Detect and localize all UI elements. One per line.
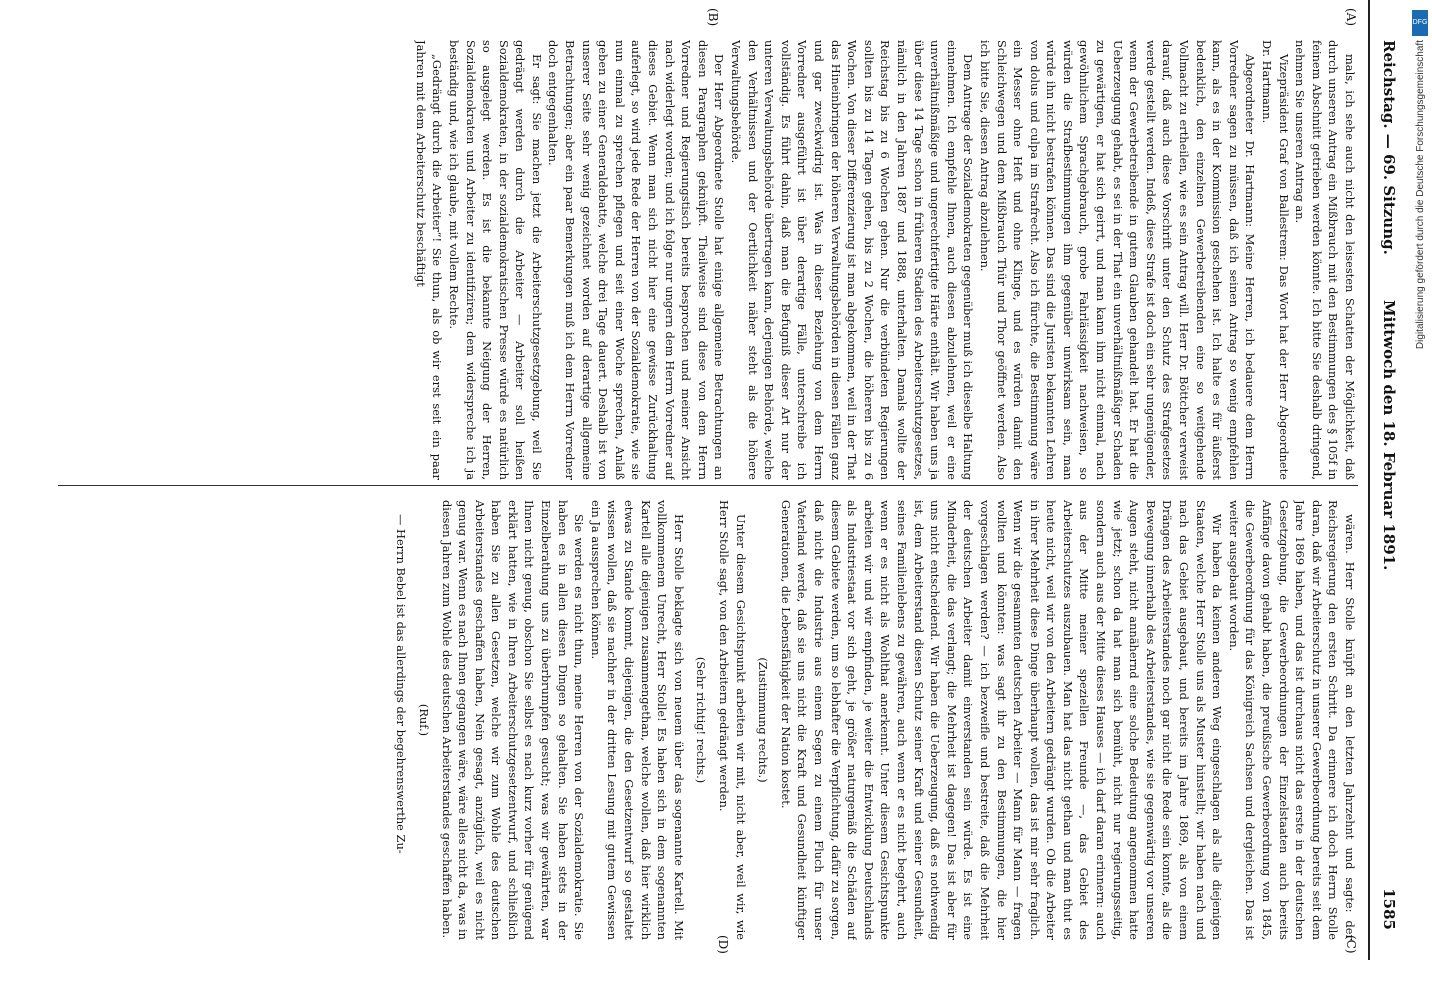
paragraph: (Sehr richtig! rechts.) bbox=[694, 656, 709, 784]
paragraph: Herr Stolle beklagte sich von neuem über das sogenannte Kartell. Mit vollkommenem Unrecht, Herr Stolle! Es haben sich in dem sogenannten Kartell alle diejenigen zusammengethan, welche wollen, daß hier wirklich etwas zu Stande kommt, diejenigen, die den Gesetzentwurf so gestaltet wissen wollen, daß sie nachher in der dritten Lesung mit gutem Gewissen ein Ja aussprechen können. bbox=[588, 500, 686, 940]
paragraph: Abgeordneter Dr. Hartmann: Meine Herren, ich bedauere dem Herrn Vorredner sagen zu müssen, daß ich seinen Antrag so wenig empfehlen kann, als es in der Kommission geschehen ist. Ich halte es für äußerst bedenklich, den einzelnen Gewerbetreibenden eine so weitgehende Vollmacht zu ertheilen, wie es sein Antrag will. Herr Dr. Böttcher verweist darauf, daß auch diese Vorschrift unter den Schutz des Strafgesetzes werde gestellt werden. Indeß, diese Strafe ist doch ein sehr ungenügender, wenn der Gewerbetreibende in gutem Glauben gehandelt hat. Er hat die Ueberzeugung gehabt, es sei in der That ein unverhältnißmäßiger Schaden zu gewärtigen, er hat sich geirrt, und man kann ihm nicht einmal, nach gewöhnlichem Sprachgebrauch, grobe Fahrlässigkeit nachweisen, so würden die Strafbestimmungen ihm gegenüber unwirksam sein, man würde ihn nicht bestrafen können. Das sind die Juristen bekannten Lehren von dolus und culpa im Strafrecht. Also ich fürchte, die Bestimmung wäre ein Messer ohne Heft und ohne Klinge, und es würden damit den Schleichwegen und dem Mißbrauch Thür und Thor geöffnet werden. Also ich bitte Sie, diesen Antrag abzulehnen. bbox=[977, 40, 1258, 480]
page-header bbox=[1368, 0, 1410, 960]
paragraph: Vizepräsident Graf von Ballestrem: Das Wort hat der Herr Abgeordnete Dr. Hartmann. bbox=[1260, 40, 1291, 480]
paragraph: (Ruf.) bbox=[416, 703, 431, 737]
paragraph: — Herrn Bebel ist das allerdings der begehrenswerthe Zu- bbox=[394, 514, 409, 854]
paragraph: Unter diesem Gesichtspunkt arbeiten wir mit, nicht aber, weil wir, wie Herr Stolle sagt, von den Arbeitern gedrängt werden. bbox=[717, 500, 748, 940]
paragraph: wären. Herr Stolle knüpft an den letzten Jahrzehnt und sagte: der Reichsregierung den ersten Schritt. Da erinnere ich doch Herrn Stolle daran, daß wir Arbeiterschutz in unserer Gewerbeordnung bereits seit dem Jahre 1869 haben, und das ist durchaus nicht das erste in der deutschen Gesetzgebung, die Gewerbeordnungen der Einzelstaaten auch bereits Anfänge davon gehabt haben, die preußische Gewerbeordnung von 1845, die Gewerbeordnung für das Königreich Sachsen und dergleichen. Das ist weiter ausgebaut worden. bbox=[1226, 500, 1357, 940]
margin-marker-a: (A) bbox=[1344, 8, 1358, 27]
paragraph: Sie werden es nicht thun, meine Herren von der Sozialdemokratie. Sie haben es in allen diesen Dingen so gehalten. Sie haben stets in der Einzelberathung uns zu überbrumpfen gesucht; was wir gewährten, war Ihnen nicht genug, obschon Sie selbst es nach kurz vorher für genügend erklärt hatten, wie in Ihren Arbeiterschutzgesetzentwurf, und schließlich haben Sie zu allen Gesetzen, welche wir zum Wohle des deutschen Arbeiterstandes geschaffen haben, Nein gesagt, anzüglich, weil es nicht genug war. Wenn es nach Ihnen gegangen wäre, wäre alles nicht da, was in diesen Jahren zum Wohle des deutschen Arbeiterstandes geschaffen haben. bbox=[439, 500, 587, 940]
margin-marker-c: (C) bbox=[1344, 935, 1358, 954]
paragraph: Der Herr Abgeordnete Stolle hat einige allgemeine Betrachtungen an diesen Paragraphen geknüpft. Theilweise sind diese von dem Herrn Vorredner und Regierungstisch bereits besprochen und meiner Ansicht nach widerlegt worden; und ich folge nur ungern dem Herrn Vorredner auf dieses Gebiet. Wenn man sich nicht hier eine gewisse Zurückhaltung auferlegt, so wird jede Rede der Herren von der Sozialdemokratie, wie sie nun einmal zu sprechen pflegen und seit einer Woche sprechen, Anlaß geben zu einer Generaldebatte, welche drei Tage dauert. Deshalb ist von unserer Seite sehr wenig gezeichnet worden auf derartige allgemeine Betrachtungen; aber ein paar Bemerkungen muß ich dem Herrn Vorredner doch entgegenhalten. bbox=[546, 40, 727, 480]
margin-marker-d: (D) bbox=[716, 935, 730, 954]
paragraph: „Gedrängt durch die Arbeiter“! Sie thun, als ob wir erst seit ein paar Jahren mit dem Arbeiterschutz beschäftigt bbox=[413, 40, 445, 480]
header-session: Reichstag. — 69. Sitzung. bbox=[1380, 40, 1398, 255]
right-column bbox=[58, 500, 1358, 940]
paragraph: Er sagt: Sie machen jetzt die Arbeiterschutzgesetzgebung, weil Sie gedrängt werden durch die Arbeiter — Arbeiter soll heißen Sozialdemokraten, in der sozialdemokratischen Presse würde es natürlich so ausgelegt werden. Es ist die bekannte Neigung der Herren, Sozialdemokraten und Arbeiter zu identifiziren; dem widerspreche ich ja beständig und, wie ich glaube, mit vollem Rechte. bbox=[446, 40, 544, 480]
column-divider bbox=[58, 485, 1358, 486]
header-date: Mittwoch den 18. Februar 1891. bbox=[1380, 300, 1398, 571]
newspaper-page bbox=[40, 0, 1420, 960]
paragraph: Dem Antrage der Sozialdemokraten gegenüber muß ich dieselbe Haltung einnehmen. Ich empfehle Ihnen, auch diesen abzulehnen, weil er eine unverhältnißmäßige und ungerechtfertigte Härte enthält. Wir haben uns ja über diese 14 Tage schon in früheren Stadien des Arbeiterschutzgesetzes, nämlich in den Jahren 1887 und 1888, unterhalten. Damals wollte der Reichstag bis zu 6 Wochen gehen. Nur die verbündeten Regierungen sollten bis zu 14 Tagen gehen, bis zu 2 Wochen, die höheren bis zu 6 Wochen. Von dieser Differenzierung ist man abgekommen, weil in der That das Hineinbringen der höheren Verwaltungsbehörden in diesen Fällen ganz und gar zweckwidrig ist. Was in dieser Beziehung von dem Herrn Vorredner ausgeführt ist über derartige Fälle, unterschreibe ich vollständig. Es führt dahin, daß man die Befugniß dieser Art nur der unteren Verwaltungsbehörde übertragen kann, derjenigen Behörde, welche den Verhältnissen und der Oertlichkeit näher steht als die höhere Verwaltungsbehörde. bbox=[729, 40, 976, 480]
paragraph: Wir haben da keinen anderen Weg eingeschlagen als alle diejenigen Staaten, welche Herr Stolle uns als Muster hinstellt; wir haben nach und nach das Gebiet ausgebaut, und bereits im Jahre 1869, als von einem Drängen des Arbeiterstandes noch gar nicht die Rede sein konnte, als die Bewegung innerhalb des Arbeiterstandes, wie sie gegenwärtig vor unseren Augen steht, nicht annähernd eine solche Bedeutung angenommen hatte wie jetzt; schon da hat man sich bemüht, nicht nur regierungsseitig, sondern auch aus der Mitte dieses Hauses — ich darf daran erinnern: auch aus der Mitte meiner speziellen Freunde —, das Gebiet des Arbeiterschutzes auszubauen. Man hat das nicht gethan und man thut es heute nicht, weil wir von den Arbeitern gedrängt wurden. Ob die Arbeiter in ihrer Mehrheit diese Dinge überhaupt wollen, das ist mir sehr fraglich. Wenn wir die gesammten deutschen Arbeiter — Mann für Mann — fragen wollten und könnten: was sagt ihr zu den Bestimmungen, die hier vorgeschlagen werden? — ich bezweifle und bestreite, daß die Mehrheit der deutschen Arbeiter damit einverstanden sein würde. Es ist eine Minderheit, die das verlangt; die Mehrheit ist dagegen! Das ist aber für uns nicht entscheidend. Wir haben die Ueberzeugung, daß es nothwendig ist, dem Arbeiterstand diesen Schutz seiner Kraft und seiner Gesundheit, seines Familienlebens zu gewähren, auch wenn er es nicht begehrt, auch wenn er es nicht als Wohlthat anerkennt. Unter diesem Gesichtspunkte arbeiten wir und wir empfinden, je weiter die Entwicklung Deutschlands als Industriestaat vor sich geht, je größer naturgemäß die Schäden auf diesem Gebiete werden, um so lebhafter die Verpflichtung, dafür zu sorgen, daß nicht die Industrie aus einem Segen zu einem Fluch für unser Vaterland werde, daß sie uns nicht die Kraft und Gesundheit künftiger Generationen, die Lebensfähigkeit der Nation kostet. bbox=[778, 500, 1225, 940]
left-column bbox=[58, 40, 1358, 480]
digitization-credit: Digitalisierung gefördert durch die Deutsche Forschungsgemeinschaft bbox=[1415, 40, 1426, 350]
paragraph: mals, ich sehe auch nicht den leisesten Schatten der Möglichkeit, daß durch unseren Antrag ein Mißbrauch mit den Bestimmungen des § 105f in feinem Abschnitt getrieben werden könnte. Ich bitte Sie deshalb dringend, nehmen Sie unseren Antrag an. bbox=[1293, 40, 1357, 480]
paragraph: (Zustimmung rechts.) bbox=[756, 657, 771, 783]
margin-marker-b: (B) bbox=[706, 8, 720, 27]
dfg-logo: DFG bbox=[1412, 10, 1428, 36]
page-number: 1585 bbox=[1380, 888, 1398, 930]
